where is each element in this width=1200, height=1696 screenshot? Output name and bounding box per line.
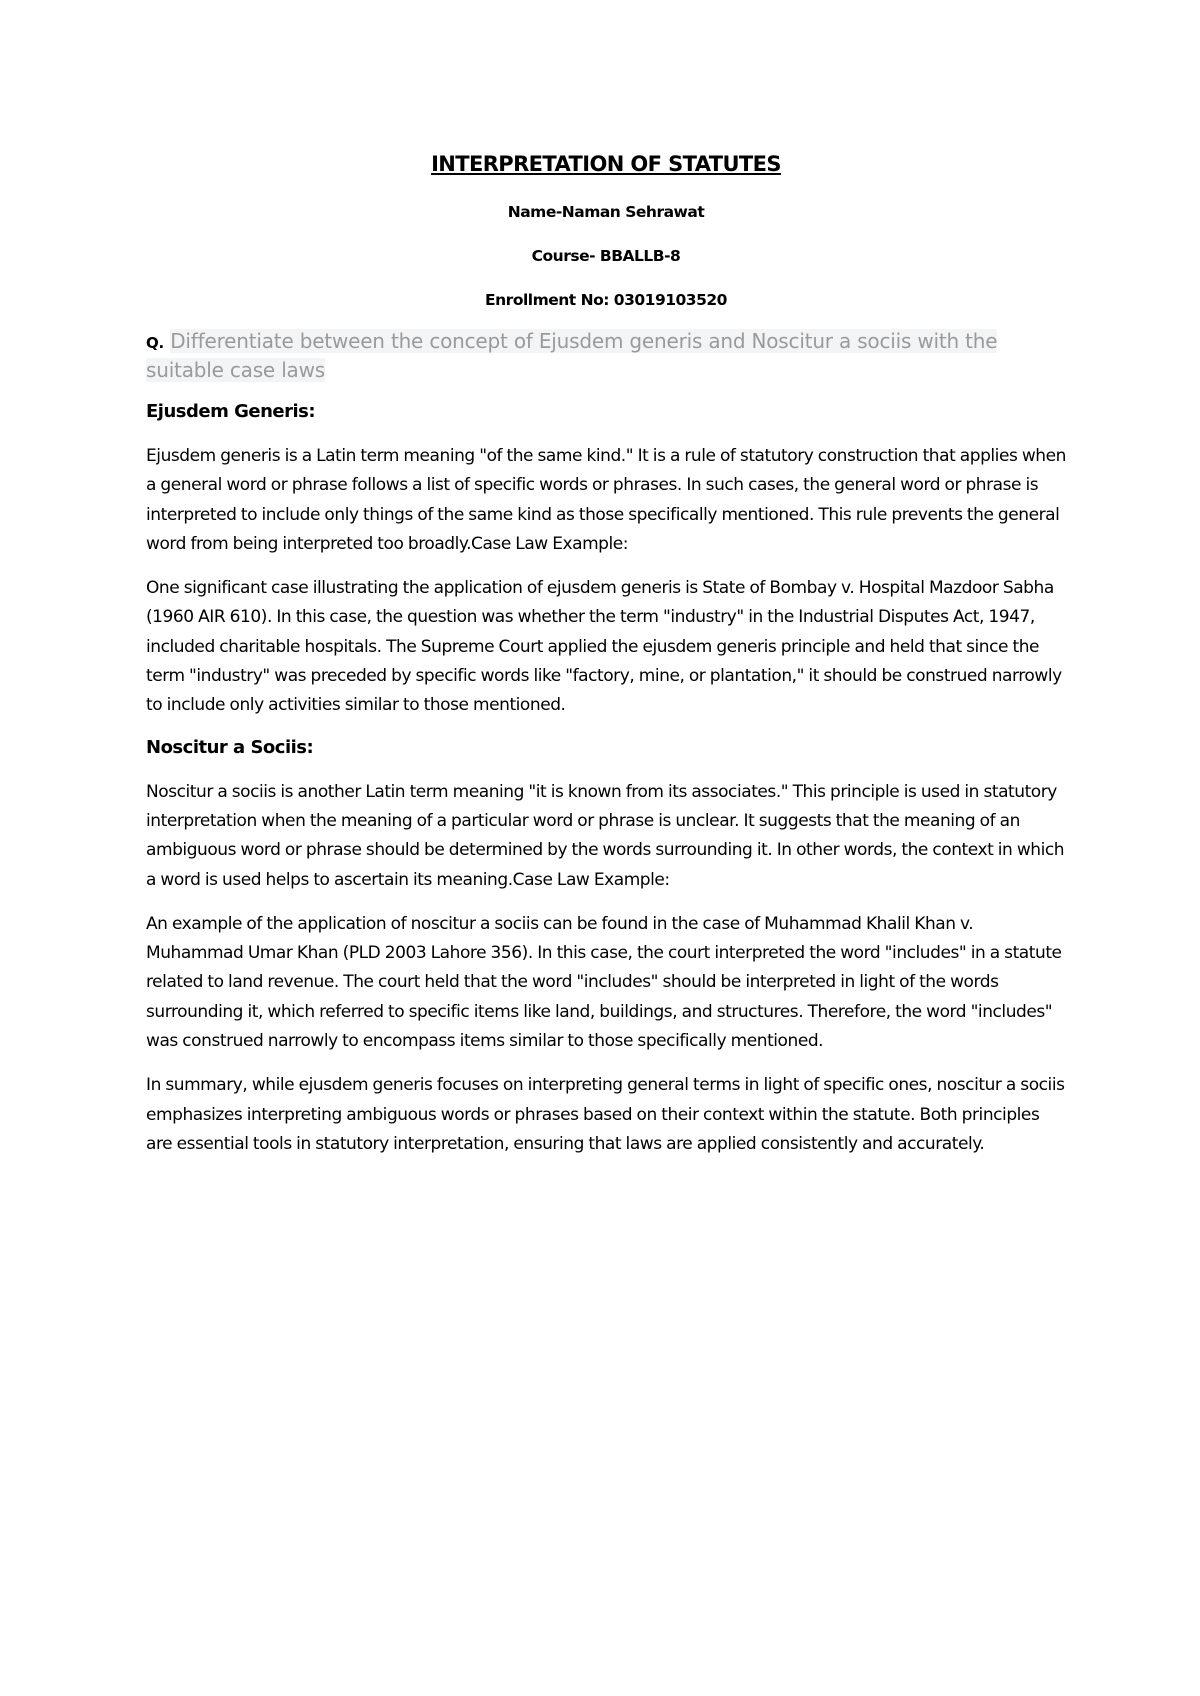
section-heading-ejusdem-generis: Ejusdem Generis: <box>146 401 316 422</box>
student-name: Name-Naman Sehrawat <box>507 203 705 221</box>
document-body <box>146 150 1066 1174</box>
question-text: Differentiate between the concept of Ejusdem generis and Noscitur a sociis with the suitable case laws <box>146 329 998 382</box>
paragraph-noscitur-definition: Noscitur a sociis is another Latin term meaning "it is known from its associates." This principle is used in statutory interpretation when the meaning of a particular word or phrase is unclear. It suggests that the meaning of an ambiguous word or phrase should be determined by the words surrounding it. In other words, the context in which a word is used helps to ascertain its meaning.Case Law Example: <box>146 781 1065 890</box>
paragraph-summary: In summary, while ejusdem generis focuses on interpreting general terms in light of specific ones, noscitur a sociis emphasizes interpreting ambiguous words or phrases based on their context within the statute. Both principles are essential tools in statutory interpretation, ensuring that laws are applied consistently and accurately. <box>146 1075 1065 1154</box>
question <box>146 328 1066 384</box>
question-label: Q. <box>146 334 165 352</box>
paragraph-noscitur-case-law: An example of the application of noscitur a sociis can be found in the case of Muhammad Khalil Khan v. Muhammad Umar Khan (PLD 2003 Lahore 356). In this case, the court interpreted the word "includes" in a statute related to land revenue. The court held that the word "includes" should be interpreted in light of the words surrounding it, which referred to specific items like land, buildings, and structures. Therefore, the word "includes" was construed narrowly to encompass items similar to those specifically mentioned. <box>146 913 1062 1052</box>
section-heading-noscitur-a-sociis: Noscitur a Sociis: <box>146 736 314 758</box>
enrollment-number: Enrollment No: 03019103520 <box>485 291 727 309</box>
paragraph-ejusdem-definition: Ejusdem generis is a Latin term meaning "of the same kind." It is a rule of statutory construction that applies when a general word or phrase follows a list of specific words or phrases. In such cases, the general word or phrase is interpreted to include only things of the same kind as those specifically mentioned. This rule prevents the general word from being interpreted too broadly.Case Law Example: <box>146 446 1066 554</box>
document-title: INTERPRETATION OF STATUTES <box>431 152 781 176</box>
course-info: Course- BBALLB-8 <box>531 247 681 265</box>
paragraph-ejusdem-case-law: One significant case illustrating the application of ejusdem generis is State of Bombay v. Hospital Mazdoor Sabha (1960 AIR 610). In this case, the question was whether the term "industry" in the Industrial Disputes Act, 1947, included charitable hospitals. The Supreme Court applied the ejusdem generis principle and held that since the term "industry" was preceded by specific words like "factory, mine, or plantation," it should be construed narrowly to include only activities similar to those mentioned. <box>146 578 1062 716</box>
